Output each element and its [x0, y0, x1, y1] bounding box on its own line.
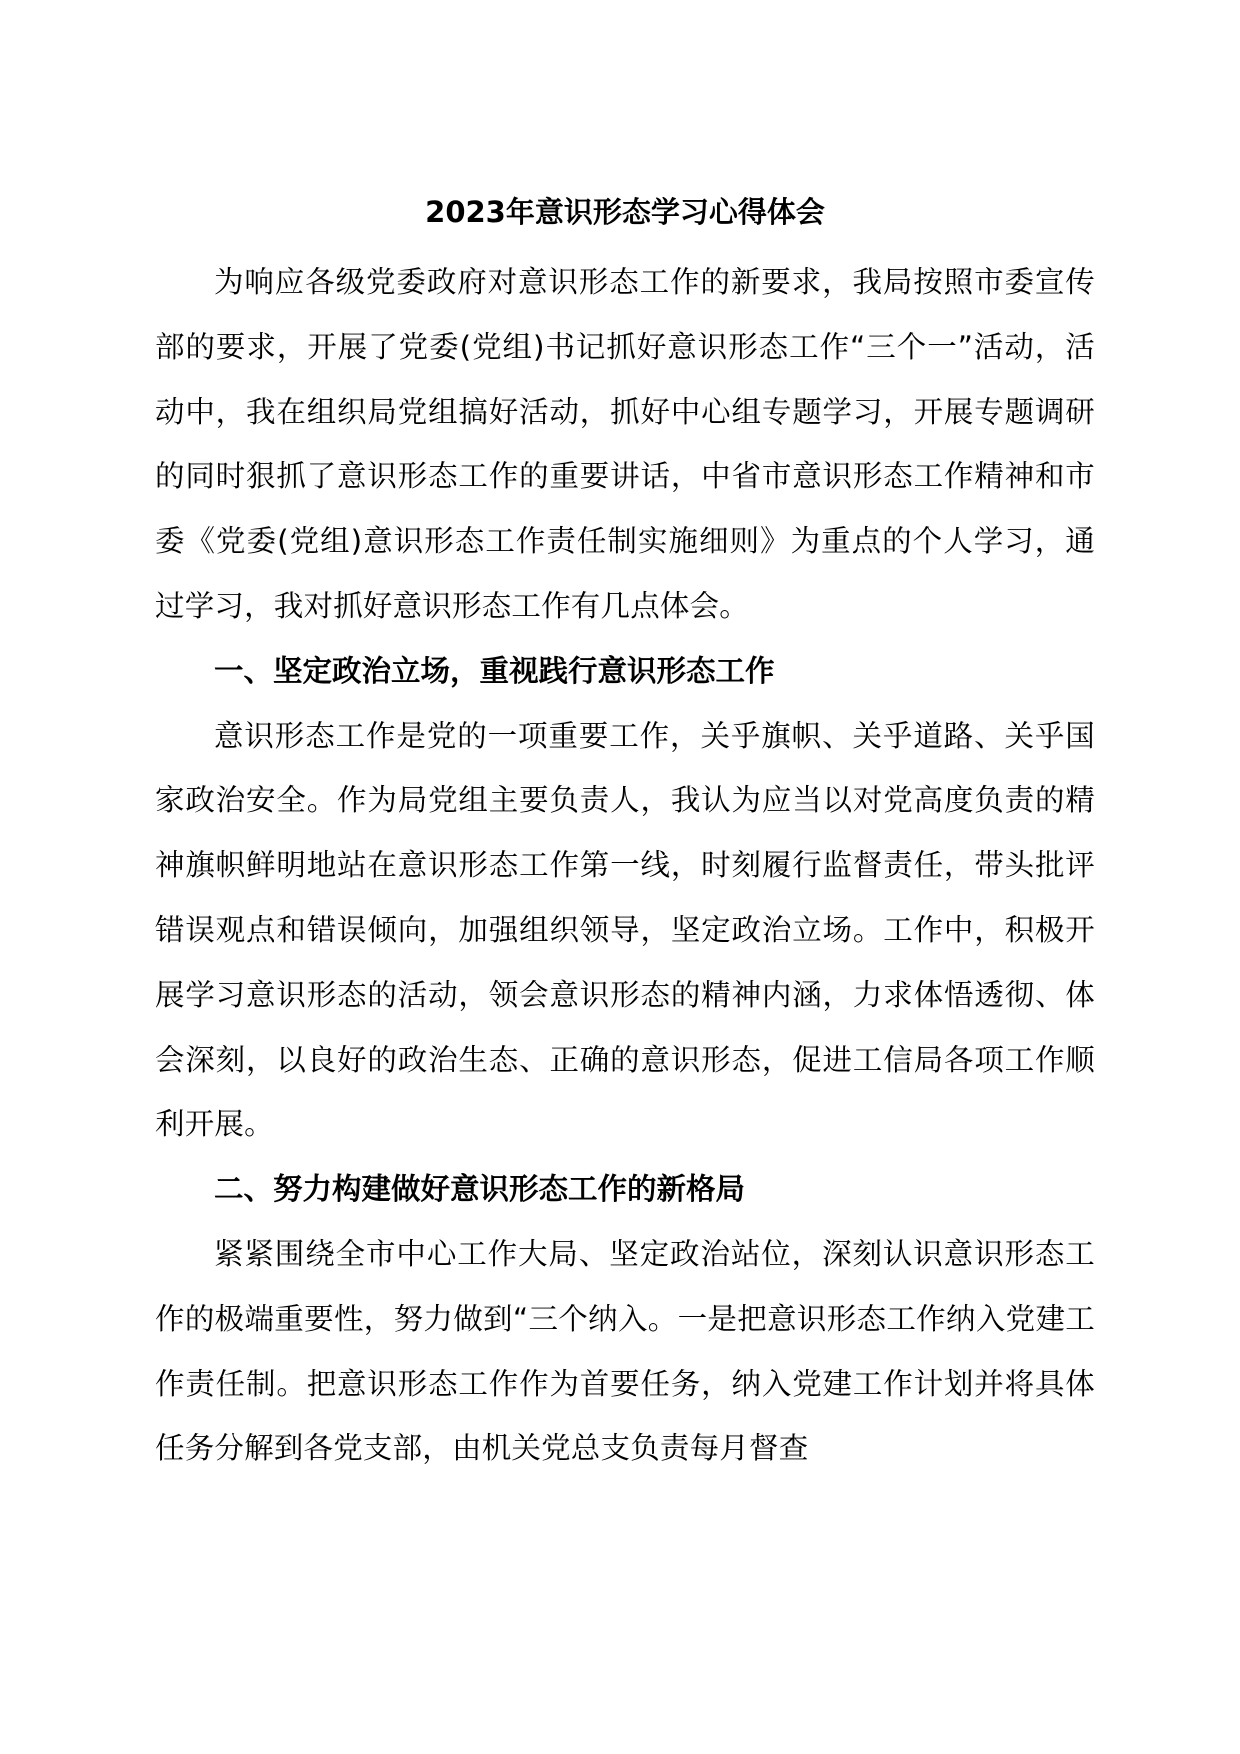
- section-1-heading: 一、坚定政治立场，重视践行意识形态工作: [214, 653, 775, 688]
- intro-paragraph: 为响应各级党委政府对意识形态工作的新要求，我局按照市委宣传部的要求，开展了党委(党组)书记抓好意识形态工作“三个一”活动，活动中，我在组织局党组搞好活动，抓好中心组专题学习，开展专题调研的同时狠抓了意识形态工作的重要讲话，中省市意识形态工作精神和市委《党委(党组)意识形态工作责任制实施细则》为重点的个人学习，通过学习，我对抓好意识形态工作有几点体会。: [155, 265, 1095, 623]
- document-body: [155, 190, 1095, 1481]
- section-2-heading: 二、努力构建做好意识形态工作的新格局: [214, 1172, 746, 1207]
- section-2-paragraph: 紧紧围绕全市中心工作大局、坚定政治站位，深刻认识意识形态工作的极端重要性，努力做到“三个纳入。一是把意识形态工作纳入党建工作责任制。把意识形态工作作为首要任务，纳入党建工作计划并将具体任务分解到各党支部，由机关党总支负责每月督查: [155, 1236, 1095, 1466]
- section-1-paragraph: 意识形态工作是党的一项重要工作，关乎旗帜、关乎道路、关乎国家政治安全。作为局党组主要负责人，我认为应当以对党高度负责的精神旗帜鲜明地站在意识形态工作第一线，时刻履行监督责任，带头批评错误观点和错误倾向，加强组织领导，坚定政治立场。工作中，积极开展学习意识形态的活动，领会意识形态的精神内涵，力求体悟透彻、体会深刻，以良好的政治生态、正确的意识形态，促进工信局各项工作顺利开展。: [155, 718, 1095, 1142]
- document-title: 2023年意识形态学习心得体会: [425, 195, 825, 229]
